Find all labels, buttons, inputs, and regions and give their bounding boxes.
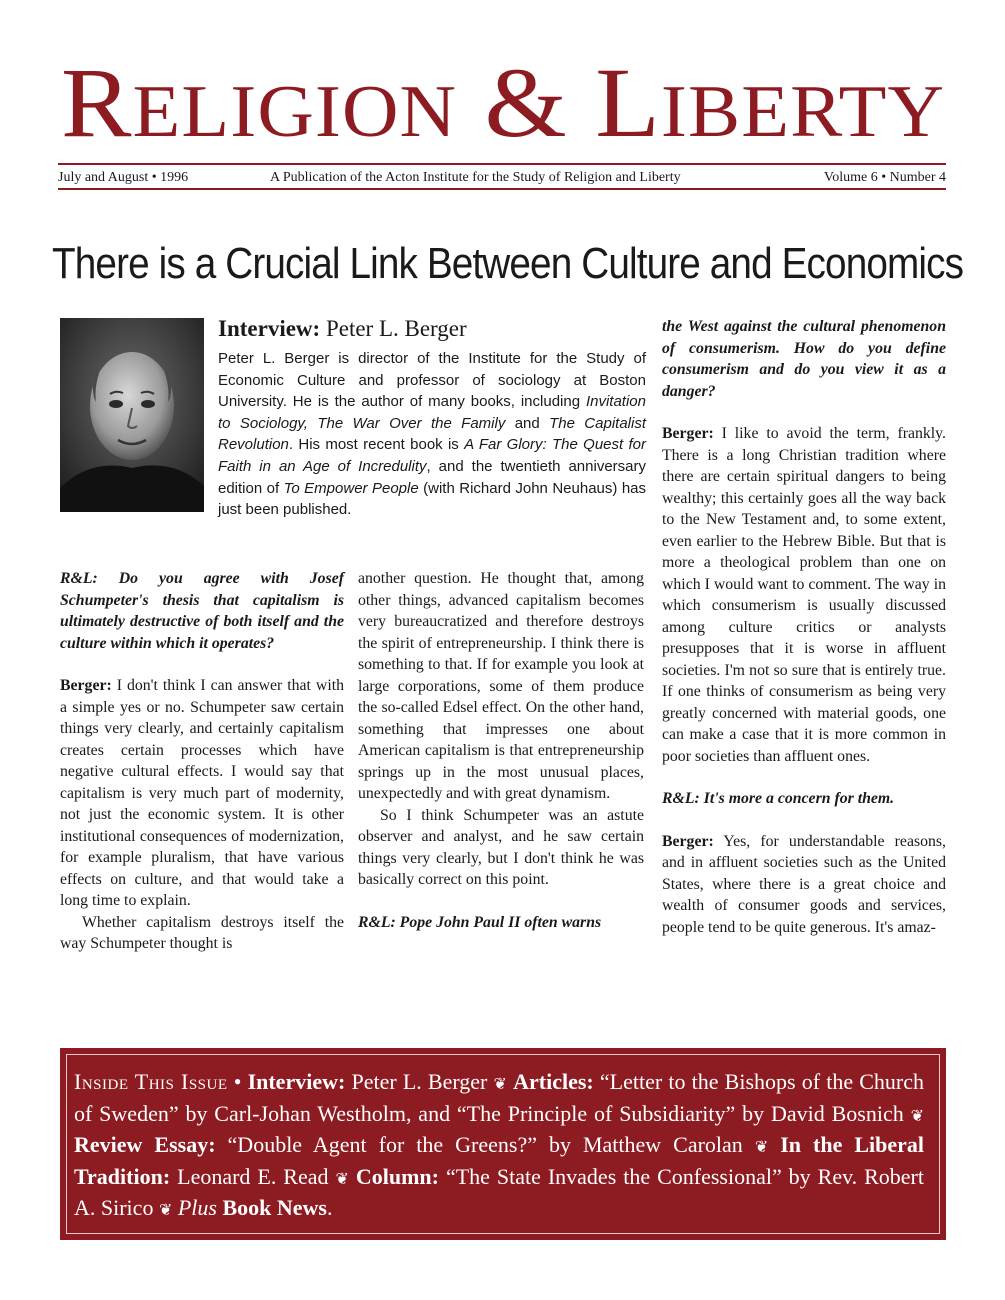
speaker-label: Berger: [662,425,714,442]
interviewee-name: Peter L. Berger [325,316,467,341]
interview-title [218,314,467,344]
question: R&L: Do you agree with Josef Schumpeter's thesis that capitalism is ultimately destructive of both itself and the culture within which it operates? [60,570,344,652]
bio-text: , and the twentieth anniversary edition of [218,457,646,497]
svg-text:RELIGION & LIBERTY: RELIGION & L IBERTY [61,50,930,150]
masthead-rule-bottom [58,188,946,190]
volume-number: Volume 6 • Number 4 [823,170,946,185]
author-photo [60,318,204,512]
page-headline: There is a Crucial Link Between Culture and Economics [52,239,964,288]
article-column-1 [60,568,344,955]
answer [60,675,344,912]
article-column-3 [662,316,946,938]
portrait-image [60,318,204,512]
question-continued: the West against the cultural phenomenon of consumerism. How do you define consumerism and do you view it as a danger? [662,318,946,400]
section-text: “The State Invades the Confessional” by Rev. Robert A. Sirico [74,1163,924,1220]
section-label: Articles: [513,1069,594,1094]
bio-book-title: A Far Glory: The Quest for Faith in an Age of Incredulity [218,436,646,475]
section-label: Interview: [247,1069,346,1094]
answer-continued: Whether capitalism destroys itself the way Schumpeter thought is [60,913,344,952]
section-text: Leonard E. Read [170,1163,336,1189]
bio-text: Peter L. Berger is director of the Institute for the Study of Economic Culture and professor of sociology at Boston University. He is the author of many books, including [218,350,646,411]
speaker-label: Berger: [662,832,714,850]
answer-text: I don't think I can answer that with a simple yes or no. Schumpeter saw certain things very clearly, and certainly capitalism creates certain processes which have negative cultural effects. I would say that capitalism is very much part of modernity, not just the economic system. It is other institutional consequences of modernization, for example pluralism, that have various effects on culture, and that would take a long time to explain. [60,677,344,909]
section-label: Column: [355,1163,439,1189]
acton-logo-icon: ❦ [754,1139,769,1156]
bio-text: and [505,414,550,432]
masthead-rule-top [58,163,946,165]
inside-this-issue-text [74,1068,924,1226]
section-text: “Double Agent for the Greens?” by Matthew Carolan [215,1132,755,1157]
masthead [58,50,948,160]
inside-label: Inside This Issue [74,1069,228,1094]
masthead-title [58,50,948,168]
answer-continued: another question. He thought that, among other things, advanced capitalism becomes very bureaucratized and therefore destroys the spirit of entrepreneurship. I think there is something to that. If for example you look at large corporations, some of them produce the so-called Edsel effect. On the other hand, something that impresses one about American capitalism is that entrepreneurship springs up in the most unusual places, unexpectedly and with great dynamism. [358,570,644,802]
period: . [327,1195,333,1220]
question: R&L: It's more a concern for them. [662,790,895,807]
answer [662,831,946,939]
speaker-label: Berger: [60,677,112,694]
section-label: In the Liberal Tradition: [74,1132,924,1189]
bio-book-title: Invitation to Sociology, The War Over the Family [218,393,646,432]
acton-logo-icon: ❦ [335,1170,349,1188]
issue-date: July and August • 1996 [58,170,189,185]
acton-logo-icon: ❦ [910,1107,924,1125]
answer-text: I like to avoid the term, frankly. There is a long Christian tradition where there are certain spiritual dangers to being wealthy; this certainly goes all the way back to the New Testament and, to some extent, even earlier to the Hebrew Bible. But that is more a theological problem than one on which I would want to comment. The way in which consumerism is usually discussed among culture critics or analysts presupposes that it is worse in affluent societies. I'm not so sure that is entirely true. If one thinks of consumerism as being very greatly concerned with material goods, one can make a case that it is more common in poor societies than affluent ones. [662,425,946,765]
bio-text: . His most recent book is [288,436,465,454]
section-text: Peter L. Berger [345,1069,494,1094]
bio-text: (with Richard John Neuhaus) has just been published. [218,479,647,519]
plus-label: Plus [177,1195,217,1220]
section-label: Book News [216,1195,327,1220]
publication-line: A Publication of the Acton Institute for the Study of Religion and Liberty [270,170,681,185]
bio-book-title: To Empower People [283,479,419,497]
interview-label: Interview: [218,316,321,341]
section-label: Review Essay: [74,1132,216,1157]
acton-logo-icon: ❦ [493,1076,507,1093]
author-bio [218,348,646,521]
answer-text: Yes, for understandable reasons, and in affluent societies such as the United States, where there is a great choice and wealth of consumer goods and services, people tend to be quite generous. It's amaz- [662,832,946,936]
masthead-logo-text [58,50,948,150]
article-column-2 [358,568,644,933]
section-text: “Letter to the Bishops of the Church of Sweden” by Carl-Johan Westholm, and “The Principle of Subsidiarity” by David Bosnich [74,1069,925,1126]
acton-logo-icon: ❦ [158,1202,173,1219]
bullet: • [227,1069,248,1094]
dateline [58,169,946,187]
bio-book-title: The Capitalist Revolution [218,414,646,454]
question: R&L: Pope John Paul II often warns [358,913,602,931]
answer [662,423,946,767]
inside-this-issue-box [60,1048,946,1240]
answer-paragraph: So I think Schumpeter was an astute observer and analyst, and he saw certain things very clearly, but I don't think he was basically correct on this point. [358,806,644,888]
